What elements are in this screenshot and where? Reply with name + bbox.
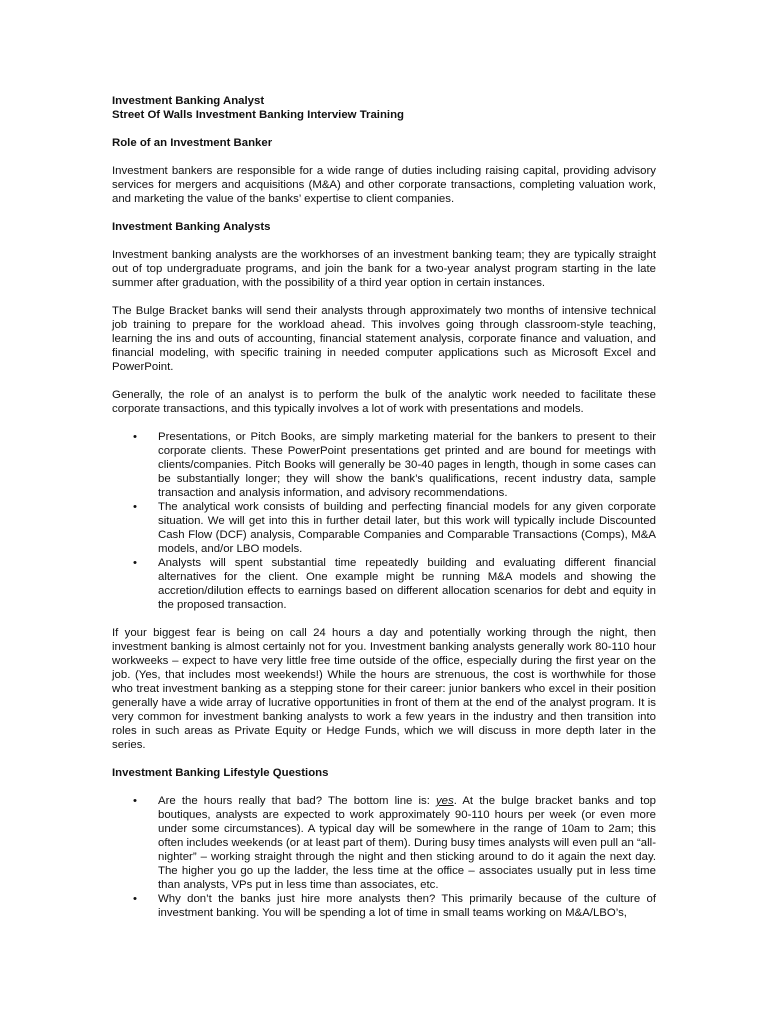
document-page bbox=[112, 94, 656, 920]
list-item bbox=[112, 794, 656, 892]
list-item-text: Why don’t the banks just hire more analysts then? This primarily because of the culture of investment banking. You will be spending a lot of time in small teams working on M&A/LBO’s, bbox=[158, 893, 656, 919]
list-item bbox=[112, 430, 656, 500]
list-item bbox=[112, 500, 656, 556]
analyst-duties-list bbox=[112, 430, 656, 612]
bullet-icon: • bbox=[133, 501, 137, 513]
paragraph-analysts-3: Generally, the role of an analyst is to perform the bulk of the analytic work needed to facilitate these corporate transactions, and this typically involves a lot of work with presentations and models. bbox=[112, 389, 656, 415]
list-item bbox=[112, 556, 656, 612]
section-heading-lifestyle: Investment Banking Lifestyle Questions bbox=[112, 767, 329, 779]
document-subtitle: Street Of Walls Investment Banking Interview Training bbox=[112, 109, 405, 121]
list-item-text: Analysts will spent substantial time repeatedly building and evaluating different financial alternatives for the client. One example might be running M&A models and showing the accretion/dilution effects to earnings based on different allocation scenarios for debt and equity in the proposed transaction. bbox=[158, 557, 656, 611]
document-title: Investment Banking Analyst bbox=[112, 95, 265, 107]
section-heading-analysts: Investment Banking Analysts bbox=[112, 221, 271, 233]
list-item-text-post: . At the bulge bracket banks and top boutiques, analysts are expected to work approximately 90-110 hours per week (or even more under some circumstances). A typical day will be somewhere in the range of 10am to 2am; this often includes weekends (or at least part of them). During busy times analysts will even pull an “all-nighter” – working straight through the night and then sticking around to do it again the next day. The higher you go up the ladder, the less time at the office – associates usually put in less time than analysts, VPs put in less time than associates, etc. bbox=[158, 795, 656, 891]
paragraph-analysts-4: If your biggest fear is being on call 24 hours a day and potentially working through the night, then investment banking is almost certainly not for you. Investment banking analysts generally work 80-110 hour workweeks – expect to have very little free time outside of the office, especially during the first year on the job. (Yes, that includes most weekends!) While the hours are strenuous, the cost is worthwhile for those who treat investment banking as a stepping stone for their career: junior bankers who excel in their position generally have a wide array of lucrative opportunities in front of them at the end of the analyst program. It is very common for investment banking analysts to work a few years in the industry and then transition into roles in such areas as Private Equity or Hedge Funds, which we will discuss in more depth later in the series. bbox=[112, 627, 656, 751]
paragraph-analysts-2: The Bulge Bracket banks will send their analysts through approximately two months of intensive technical job training to prepare for the workload ahead. This involves going through classroom-style teaching, learning the ins and outs of accounting, financial statement analysis, corporate finance and valuation, and financial modeling, with specific training in needed computer applications such as Microsoft Excel and PowerPoint. bbox=[112, 305, 656, 373]
list-item-text: The analytical work consists of building and perfecting financial models for any given corporate situation. We will get into this in further detail later, but this work will typically include Discounted Cash Flow (DCF) analysis, Comparable Companies and Comparable Transactions (Comps), M&A models, and/or LBO models. bbox=[158, 501, 656, 555]
bullet-icon: • bbox=[133, 795, 137, 807]
list-item-text: Presentations, or Pitch Books, are simply marketing material for the bankers to present to their corporate clients. These PowerPoint presentations get printed and are bound for meetings with clients/companies. Pitch Books will generally be 30-40 pages in length, though in some cases can be substantially longer; they will show the bank’s qualifications, recent industry data, sample transaction and analysis information, and advisory recommendations. bbox=[158, 431, 656, 499]
paragraph-role: Investment bankers are responsible for a wide range of duties including raising capital, providing advisory services for mergers and acquisitions (M&A) and other corporate transactions, completing valuation work, and marketing the value of the banks’ expertise to client companies. bbox=[112, 165, 656, 205]
section-heading-role: Role of an Investment Banker bbox=[112, 137, 273, 149]
list-item-text-pre: Are the hours really that bad? The bottom line is: bbox=[158, 795, 436, 807]
emphasized-answer: yes bbox=[435, 795, 454, 807]
bullet-icon: • bbox=[133, 893, 137, 905]
bullet-icon: • bbox=[133, 557, 137, 569]
list-item bbox=[112, 892, 656, 920]
lifestyle-questions-list bbox=[112, 794, 656, 920]
bullet-icon: • bbox=[133, 431, 137, 443]
paragraph-analysts-1: Investment banking analysts are the workhorses of an investment banking team; they are typically straight out of top undergraduate programs, and join the bank for a two-year analyst program starting in the late summer after graduation, with the possibility of a third year option in certain instances. bbox=[112, 249, 656, 289]
